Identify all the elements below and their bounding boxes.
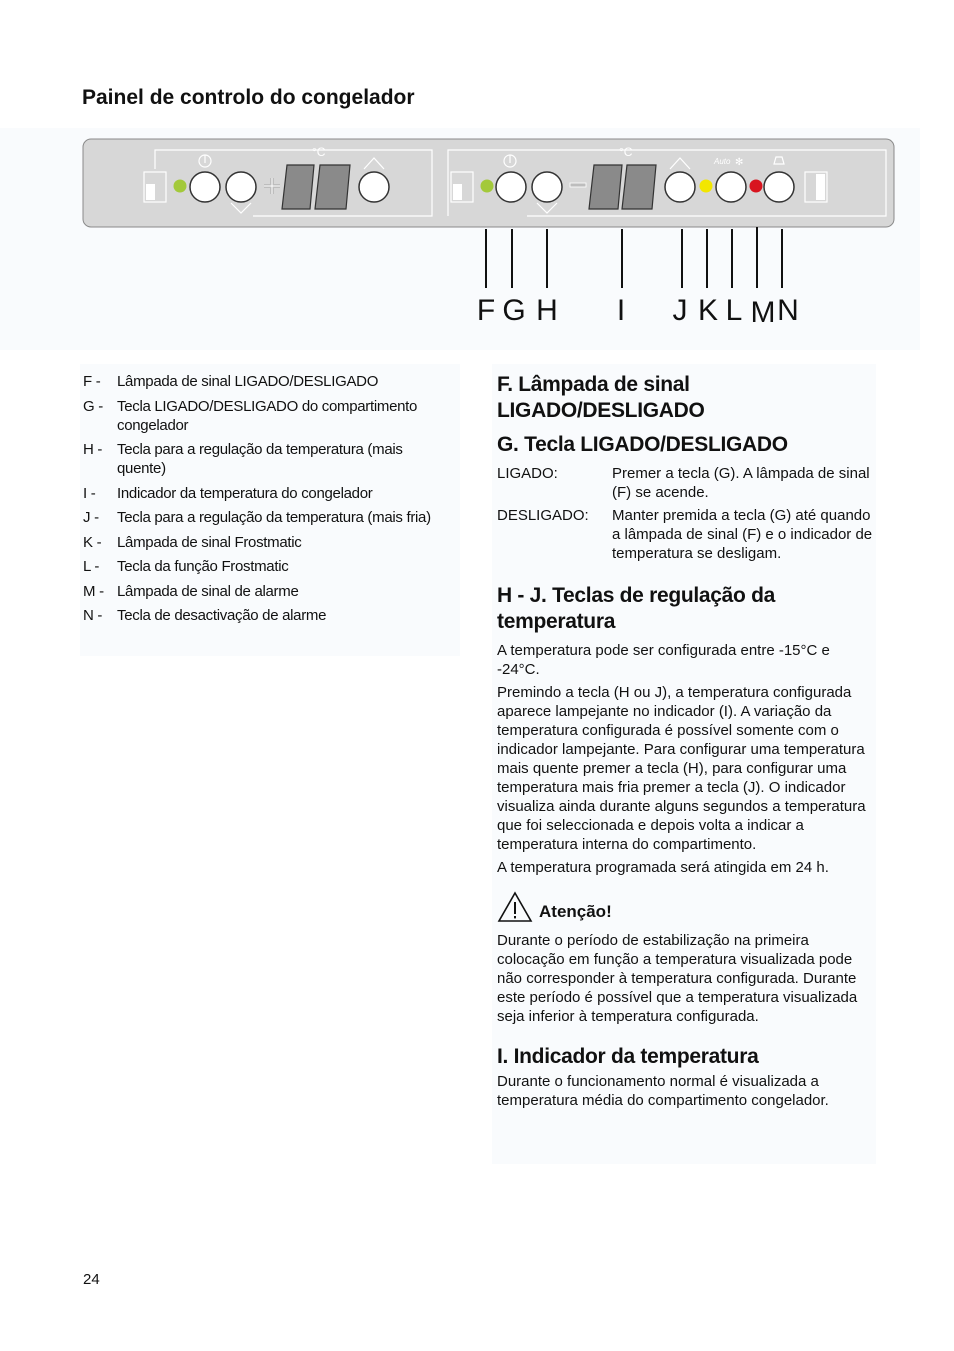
callout-f: F xyxy=(476,294,496,327)
freezer-display-digit-1 xyxy=(589,165,622,209)
callout-n: N xyxy=(777,294,799,327)
section-hj-paragraph: A temperatura programada será atingida em 24 h. xyxy=(497,859,829,876)
left-display-digit-1 xyxy=(282,165,314,209)
section-i-heading: I. Indicador da temperatura xyxy=(497,1045,759,1068)
right-column xyxy=(497,372,875,1114)
callout-letters xyxy=(477,294,799,329)
section-hj-heading: H - J. Teclas de regulação da temperatura xyxy=(497,584,776,633)
section-i-paragraph: Durante o funcionamento normal é visualizada a temperatura média do compartimento congelador. xyxy=(497,1073,829,1109)
callout-lines xyxy=(486,227,782,288)
legend-item: I - Indicador da temperatura do congelador xyxy=(83,484,373,502)
alarm-off-key-n xyxy=(764,172,794,202)
left-colder-key xyxy=(359,172,389,202)
warning-triangle-icon xyxy=(497,891,533,923)
warning-label: Atenção! xyxy=(539,902,612,921)
legend-item: G - Tecla LIGADO/DESLIGADO do compartimento congelador xyxy=(83,397,418,434)
section-g-heading: G. Tecla LIGADO/DESLIGADO xyxy=(497,433,788,456)
right-unit-label: °C xyxy=(619,145,633,159)
callout-l: L xyxy=(725,294,743,327)
section-hj-paragraph: A temperatura pode ser configurada entre -15°C e -24°C. xyxy=(497,642,830,678)
alarm-led-m xyxy=(750,180,763,193)
callout-h: H xyxy=(536,294,558,327)
legend-item: K - Lâmpada de sinal Frostmatic xyxy=(83,533,302,551)
freezer-colder-key-j xyxy=(665,172,695,202)
left-power-led xyxy=(174,180,187,193)
left-warmer-key xyxy=(226,172,256,202)
control-panel-diagram xyxy=(80,136,898,336)
legend-item: L - Tecla da função Frostmatic xyxy=(83,558,289,575)
callout-g: G xyxy=(502,294,526,327)
definition-row: DESLIGADO: Manter premida a tecla (G) até quando a lâmpada de sinal (F) e o indicador de temperatura se desligam. xyxy=(497,507,873,562)
section-hj-paragraph: Premindo a tecla (H ou J), a temperatura configurada aparece lampejante no indicador (I). A variação da temperatura configurada é possível somente com o indicador lampejante. Para configurar uma temperatura mais quente premer a tecla (H), para configurar uma temperatura mais fria premer a tecla (J). O indicador visualiza ainda durante alguns segundos a temperatura que foi seleccionada e depois volta a indicar a temperatura interna do compartimento. xyxy=(497,684,866,853)
callout-m: M xyxy=(750,296,776,329)
warning-text: Durante o período de estabilização na primeira colocação em função a temperatura visualizada pode não corresponder à temperatura configurada. Durante este período é possível que a temperatura visualizada seja inferior à temperatura configurada. xyxy=(497,932,858,1025)
left-power-key xyxy=(190,172,220,202)
left-indicator-fill xyxy=(146,184,155,200)
frostmatic-key-l xyxy=(716,172,746,202)
legend-item: H - Tecla para a regulação da temperatura (mais quente) xyxy=(83,441,403,477)
legend-list xyxy=(83,372,455,631)
freezer-display-digit-2 xyxy=(622,165,656,209)
freezer-power-led-f xyxy=(481,180,494,193)
freezer-warmer-key-h xyxy=(532,172,562,202)
legend-item: F - Lâmpada de sinal LIGADO/DESLIGADO xyxy=(83,373,379,390)
warning-header xyxy=(497,891,875,923)
freezer-power-key-g xyxy=(496,172,526,202)
callout-j: J xyxy=(672,294,688,327)
snowflake-icon: ✻ xyxy=(735,157,744,168)
legend-item: J - Tecla para a regulação da temperatura (mais fria) xyxy=(83,509,431,526)
control-panel-figure xyxy=(80,136,898,336)
left-display-digit-2 xyxy=(315,165,350,209)
section-f-heading: F. Lâmpada de sinal LIGADO/DESLIGADO xyxy=(497,373,705,422)
right-end-indicator-fill xyxy=(816,174,825,200)
legend-item: N - Tecla de desactivação de alarme xyxy=(83,607,327,624)
legend-item: M - Lâmpada de sinal de alarme xyxy=(83,582,299,600)
auto-label: Auto xyxy=(714,157,731,166)
right-indicator-fill xyxy=(453,184,462,200)
callout-i: I xyxy=(616,294,626,327)
definition-row: LIGADO: Premer a tecla (G). A lâmpada de sinal (F) se acende. xyxy=(497,465,870,501)
callout-k: K xyxy=(697,294,719,327)
frostmatic-led-k xyxy=(700,180,713,193)
left-unit-label: °C xyxy=(312,145,326,159)
page-title: Painel de controlo do congelador xyxy=(82,86,415,109)
right-minus-icon xyxy=(570,183,586,187)
page-number: 24 xyxy=(83,1271,100,1288)
